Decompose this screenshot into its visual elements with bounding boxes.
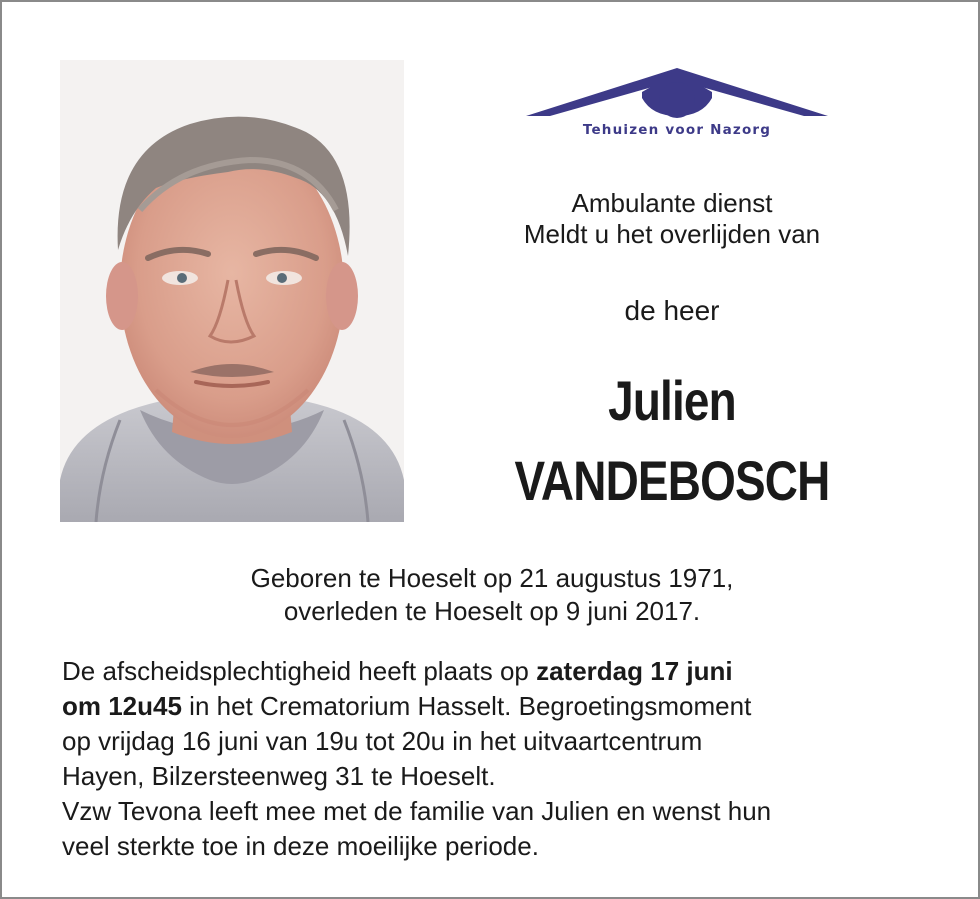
announcement-intro [472, 188, 872, 250]
ceremony-paragraph [62, 654, 942, 794]
ceremony-date: zaterdag 17 juni [536, 656, 733, 686]
logo-text: Tehuizen voor Nazorg [582, 122, 772, 138]
portrait-illustration [60, 60, 404, 522]
honorific-title: de heer [624, 295, 720, 326]
ceremony-details [62, 654, 942, 864]
death-date-line: overleden te Hoeselt op 9 juni 2017. [283, 596, 701, 626]
last-name: VANDEBOSCH [514, 449, 830, 512]
closing-line-1: Vzw Tevona leeft mee met de familie van Julien en wenst hun [62, 796, 772, 826]
intro-line-2: Meldt u het overlijden van [523, 219, 821, 249]
portrait-photo [60, 60, 404, 522]
intro-line-1: Ambulante dienst [571, 188, 773, 218]
roof-emblem-icon [522, 64, 832, 124]
ceremony-time: om 12u45 [62, 691, 182, 721]
closing-paragraph [62, 794, 942, 864]
life-dates [62, 562, 922, 628]
closing-line-2: veel sterkte toe in deze moeilijke periode. [62, 831, 539, 861]
first-name: Julien [608, 369, 736, 432]
ceremony-text-1: De afscheidsplechtigheid heeft plaats op [62, 656, 537, 686]
birth-date-line: Geboren te Hoeselt op 21 augustus 1971, [250, 563, 734, 593]
ceremony-text-2: in het Crematorium Hasselt. Begroetingsmoment [181, 691, 752, 721]
ceremony-text-4: Hayen, Bilzersteenweg 31 te Hoeselt. [62, 761, 496, 791]
ceremony-text-3: op vrijdag 16 juni van 19u tot 20u in het uitvaartcentrum [62, 726, 703, 756]
tehuizen-voor-nazorg-logo [522, 64, 832, 149]
